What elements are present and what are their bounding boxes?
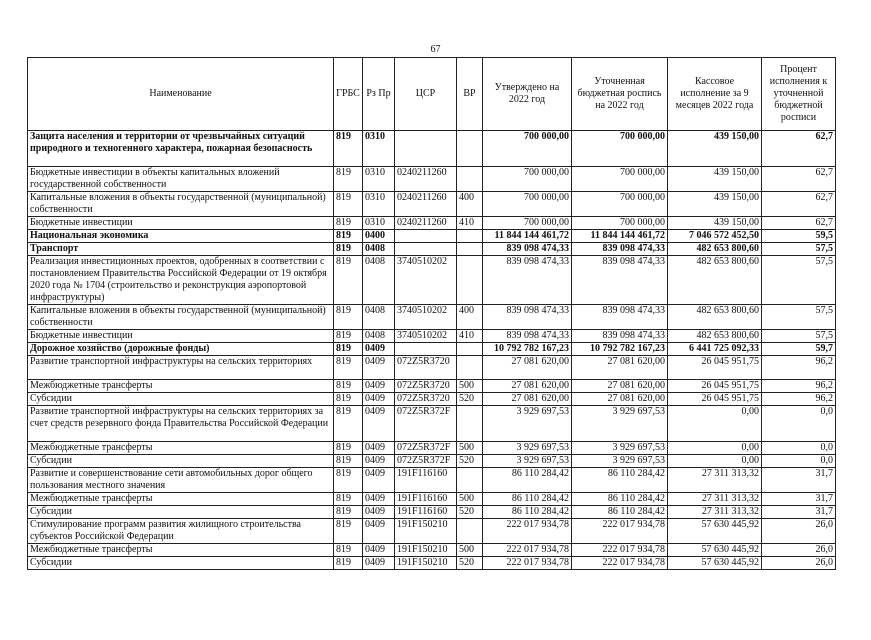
cell-cash: 26 045 951,75 <box>668 393 762 406</box>
table-row <box>28 192 836 217</box>
cell-percent: 57,5 <box>762 243 836 256</box>
cell-approved: 700 000,00 <box>483 167 572 192</box>
cell-approved: 222 017 934,78 <box>483 544 572 557</box>
cell-name: Развитие и совершенствование сети автомобильных дорог общего пользования местного значения <box>28 468 334 493</box>
cell-cash: 439 150,00 <box>668 167 762 192</box>
cell-refined: 700 000,00 <box>572 167 668 192</box>
table-row <box>28 256 836 305</box>
cell-name: Развитие транспортной инфраструктуры на сельских территориях <box>28 356 334 380</box>
cell-approved: 700 000,00 <box>483 131 572 167</box>
cell-grbs: 819 <box>334 330 363 343</box>
cell-csr: 191F116160 <box>395 468 457 493</box>
table-header-row <box>28 58 836 131</box>
cell-percent: 31,7 <box>762 468 836 493</box>
page-number: 67 <box>430 44 441 55</box>
cell-cash: 57 630 445,92 <box>668 544 762 557</box>
cell-grbs: 819 <box>334 406 363 442</box>
cell-rzpr: 0409 <box>363 519 395 544</box>
cell-refined: 839 098 474,33 <box>572 330 668 343</box>
cell-name: Бюджетные инвестиции <box>28 330 334 343</box>
cell-csr <box>395 343 457 356</box>
cell-rzpr: 0409 <box>363 506 395 519</box>
cell-name: Субсидии <box>28 393 334 406</box>
cell-approved: 700 000,00 <box>483 217 572 230</box>
cell-rzpr: 0409 <box>363 557 395 570</box>
cell-vr: 520 <box>457 393 483 406</box>
cell-csr: 191F150210 <box>395 544 457 557</box>
table-row <box>28 493 836 506</box>
cell-vr: 500 <box>457 442 483 455</box>
col-header-grbs: ГРБС <box>334 58 363 131</box>
cell-approved: 3 929 697,53 <box>483 455 572 468</box>
cell-refined: 27 081 620,00 <box>572 393 668 406</box>
cell-percent: 62,7 <box>762 192 836 217</box>
cell-csr <box>395 230 457 243</box>
cell-rzpr: 0408 <box>363 330 395 343</box>
cell-cash: 482 653 800,60 <box>668 256 762 305</box>
cell-grbs: 819 <box>334 455 363 468</box>
cell-grbs: 819 <box>334 167 363 192</box>
cell-csr <box>395 243 457 256</box>
cell-approved: 222 017 934,78 <box>483 557 572 570</box>
cell-grbs: 819 <box>334 506 363 519</box>
cell-approved: 3 929 697,53 <box>483 406 572 442</box>
cell-name: Межбюджетные трансферты <box>28 493 334 506</box>
cell-name: Транспорт <box>28 243 334 256</box>
cell-approved: 839 098 474,33 <box>483 243 572 256</box>
cell-vr: 500 <box>457 380 483 393</box>
cell-vr: 400 <box>457 305 483 330</box>
cell-approved: 10 792 782 167,23 <box>483 343 572 356</box>
cell-percent: 26,0 <box>762 519 836 544</box>
cell-name: Межбюджетные трансферты <box>28 442 334 455</box>
cell-percent: 26,0 <box>762 557 836 570</box>
col-header-approved: Утверждено на 2022 год <box>483 58 572 131</box>
cell-name: Защита населения и территории от чрезвычайных ситуаций природного и техногенного характера, пожарная безопасность <box>28 131 334 167</box>
cell-approved: 27 081 620,00 <box>483 356 572 380</box>
table-row <box>28 131 836 167</box>
cell-refined: 3 929 697,53 <box>572 406 668 442</box>
cell-grbs: 819 <box>334 468 363 493</box>
cell-csr: 191F116160 <box>395 506 457 519</box>
table-row <box>28 356 836 380</box>
cell-cash: 27 311 313,32 <box>668 468 762 493</box>
cell-vr <box>457 343 483 356</box>
table-row <box>28 167 836 192</box>
cell-rzpr: 0409 <box>363 393 395 406</box>
cell-percent: 57,5 <box>762 305 836 330</box>
cell-percent: 57,5 <box>762 256 836 305</box>
cell-grbs: 819 <box>334 519 363 544</box>
cell-name: Реализация инвестиционных проектов, одобренных в соответствии с постановлением Правительства Российской Федерации от 19 октября 2020 года № 1704 (строительство и реконструкция аэропортовой инфраструктуры) <box>28 256 334 305</box>
cell-vr <box>457 468 483 493</box>
table-row <box>28 380 836 393</box>
cell-approved: 3 929 697,53 <box>483 442 572 455</box>
cell-name: Бюджетные инвестиции в объекты капитальных вложений государственной собственности <box>28 167 334 192</box>
cell-refined: 3 929 697,53 <box>572 455 668 468</box>
cell-name: Развитие транспортной инфраструктуры на сельских территориях за счет средств резервного фонда Правительства Российской Федерации <box>28 406 334 442</box>
table-row <box>28 305 836 330</box>
cell-rzpr: 0409 <box>363 468 395 493</box>
cell-csr <box>395 131 457 167</box>
cell-percent: 57,5 <box>762 330 836 343</box>
cell-csr: 072Z5R3720 <box>395 393 457 406</box>
cell-name: Национальная экономика <box>28 230 334 243</box>
cell-percent: 0,0 <box>762 455 836 468</box>
cell-approved: 839 098 474,33 <box>483 256 572 305</box>
cell-rzpr: 0310 <box>363 131 395 167</box>
cell-refined: 222 017 934,78 <box>572 519 668 544</box>
cell-refined: 86 110 284,42 <box>572 506 668 519</box>
cell-vr <box>457 167 483 192</box>
cell-cash: 57 630 445,92 <box>668 557 762 570</box>
cell-vr: 410 <box>457 217 483 230</box>
cell-name: Субсидии <box>28 557 334 570</box>
cell-cash: 0,00 <box>668 455 762 468</box>
table-row <box>28 455 836 468</box>
table-row <box>28 506 836 519</box>
table-row <box>28 217 836 230</box>
cell-percent: 0,0 <box>762 406 836 442</box>
col-header-vr: ВР <box>457 58 483 131</box>
cell-rzpr: 0409 <box>363 455 395 468</box>
cell-vr: 500 <box>457 544 483 557</box>
cell-cash: 439 150,00 <box>668 192 762 217</box>
cell-refined: 839 098 474,33 <box>572 243 668 256</box>
cell-cash: 482 653 800,60 <box>668 305 762 330</box>
cell-csr: 3740510202 <box>395 256 457 305</box>
cell-grbs: 819 <box>334 442 363 455</box>
table-row <box>28 519 836 544</box>
cell-vr: 410 <box>457 330 483 343</box>
cell-approved: 700 000,00 <box>483 192 572 217</box>
cell-grbs: 819 <box>334 393 363 406</box>
cell-rzpr: 0310 <box>363 192 395 217</box>
cell-vr <box>457 243 483 256</box>
cell-cash: 27 311 313,32 <box>668 506 762 519</box>
cell-rzpr: 0408 <box>363 256 395 305</box>
cell-rzpr: 0409 <box>363 343 395 356</box>
cell-grbs: 819 <box>334 230 363 243</box>
cell-grbs: 819 <box>334 544 363 557</box>
cell-csr: 191F116160 <box>395 493 457 506</box>
cell-grbs: 819 <box>334 131 363 167</box>
col-header-csr: ЦСР <box>395 58 457 131</box>
cell-grbs: 819 <box>334 217 363 230</box>
cell-csr: 072Z5R372F <box>395 455 457 468</box>
cell-vr <box>457 519 483 544</box>
cell-csr: 3740510202 <box>395 330 457 343</box>
cell-percent: 59,7 <box>762 343 836 356</box>
cell-approved: 86 110 284,42 <box>483 468 572 493</box>
cell-csr: 191F150210 <box>395 557 457 570</box>
cell-refined: 700 000,00 <box>572 131 668 167</box>
cell-grbs: 819 <box>334 557 363 570</box>
cell-vr <box>457 356 483 380</box>
cell-cash: 0,00 <box>668 442 762 455</box>
cell-grbs: 819 <box>334 305 363 330</box>
cell-approved: 27 081 620,00 <box>483 393 572 406</box>
cell-percent: 96,2 <box>762 356 836 380</box>
table-row <box>28 343 836 356</box>
cell-rzpr: 0409 <box>363 380 395 393</box>
cell-percent: 96,2 <box>762 393 836 406</box>
cell-cash: 7 046 572 452,50 <box>668 230 762 243</box>
table-row <box>28 468 836 493</box>
cell-csr: 191F150210 <box>395 519 457 544</box>
cell-cash: 57 630 445,92 <box>668 519 762 544</box>
cell-percent: 59,5 <box>762 230 836 243</box>
cell-cash: 26 045 951,75 <box>668 356 762 380</box>
cell-cash: 482 653 800,60 <box>668 330 762 343</box>
cell-csr: 072Z5R372F <box>395 442 457 455</box>
cell-cash: 6 441 725 092,33 <box>668 343 762 356</box>
cell-name: Субсидии <box>28 506 334 519</box>
col-header-refined: Уточненная бюджетная роспись на 2022 год <box>572 58 668 131</box>
cell-name: Капитальные вложения в объекты государственной (муниципальной) собственности <box>28 192 334 217</box>
cell-refined: 10 792 782 167,23 <box>572 343 668 356</box>
cell-approved: 27 081 620,00 <box>483 380 572 393</box>
cell-name: Субсидии <box>28 455 334 468</box>
cell-refined: 27 081 620,00 <box>572 356 668 380</box>
cell-grbs: 819 <box>334 380 363 393</box>
cell-rzpr: 0408 <box>363 305 395 330</box>
cell-rzpr: 0409 <box>363 356 395 380</box>
cell-percent: 26,0 <box>762 544 836 557</box>
cell-grbs: 819 <box>334 343 363 356</box>
cell-name: Стимулирование программ развития жилищного строительства субъектов Российской Федерации <box>28 519 334 544</box>
cell-cash: 0,00 <box>668 406 762 442</box>
cell-csr: 0240211260 <box>395 192 457 217</box>
cell-csr: 072Z5R3720 <box>395 356 457 380</box>
cell-rzpr: 0310 <box>363 167 395 192</box>
cell-cash: 27 311 313,32 <box>668 493 762 506</box>
cell-refined: 11 844 144 461,72 <box>572 230 668 243</box>
cell-name: Межбюджетные трансферты <box>28 544 334 557</box>
cell-grbs: 819 <box>334 192 363 217</box>
cell-approved: 11 844 144 461,72 <box>483 230 572 243</box>
col-header-rzpr: Рз Пр <box>363 58 395 131</box>
cell-rzpr: 0310 <box>363 217 395 230</box>
cell-csr: 0240211260 <box>395 167 457 192</box>
cell-vr <box>457 406 483 442</box>
cell-percent: 62,7 <box>762 131 836 167</box>
cell-approved: 222 017 934,78 <box>483 519 572 544</box>
table-row <box>28 330 836 343</box>
cell-rzpr: 0409 <box>363 442 395 455</box>
cell-cash: 482 653 800,60 <box>668 243 762 256</box>
cell-approved: 839 098 474,33 <box>483 330 572 343</box>
cell-refined: 222 017 934,78 <box>572 557 668 570</box>
cell-name: Капитальные вложения в объекты государственной (муниципальной) собственности <box>28 305 334 330</box>
cell-vr: 500 <box>457 493 483 506</box>
cell-vr: 400 <box>457 192 483 217</box>
cell-approved: 839 098 474,33 <box>483 305 572 330</box>
cell-name: Межбюджетные трансферты <box>28 380 334 393</box>
cell-refined: 839 098 474,33 <box>572 256 668 305</box>
cell-rzpr: 0409 <box>363 493 395 506</box>
table-row <box>28 230 836 243</box>
table-row <box>28 406 836 442</box>
cell-grbs: 819 <box>334 493 363 506</box>
cell-refined: 700 000,00 <box>572 217 668 230</box>
cell-percent: 31,7 <box>762 493 836 506</box>
cell-refined: 839 098 474,33 <box>572 305 668 330</box>
cell-percent: 62,7 <box>762 217 836 230</box>
cell-vr <box>457 131 483 167</box>
cell-csr: 072Z5R3720 <box>395 380 457 393</box>
table-row <box>28 243 836 256</box>
cell-refined: 86 110 284,42 <box>572 468 668 493</box>
cell-percent: 96,2 <box>762 380 836 393</box>
cell-rzpr: 0400 <box>363 230 395 243</box>
cell-refined: 3 929 697,53 <box>572 442 668 455</box>
cell-grbs: 819 <box>334 356 363 380</box>
cell-csr: 3740510202 <box>395 305 457 330</box>
cell-csr: 072Z5R372F <box>395 406 457 442</box>
cell-grbs: 819 <box>334 256 363 305</box>
cell-percent: 62,7 <box>762 167 836 192</box>
cell-name: Дорожное хозяйство (дорожные фонды) <box>28 343 334 356</box>
cell-cash: 439 150,00 <box>668 131 762 167</box>
cell-rzpr: 0408 <box>363 243 395 256</box>
cell-percent: 0,0 <box>762 442 836 455</box>
cell-vr <box>457 256 483 305</box>
cell-refined: 222 017 934,78 <box>572 544 668 557</box>
cell-grbs: 819 <box>334 243 363 256</box>
cell-vr: 520 <box>457 557 483 570</box>
table-row <box>28 442 836 455</box>
cell-approved: 86 110 284,42 <box>483 493 572 506</box>
cell-refined: 700 000,00 <box>572 192 668 217</box>
budget-table <box>27 57 836 570</box>
cell-refined: 27 081 620,00 <box>572 380 668 393</box>
cell-rzpr: 0409 <box>363 406 395 442</box>
col-header-percent: Процент исполнения к уточненной бюджетной росписи <box>762 58 836 131</box>
cell-rzpr: 0409 <box>363 544 395 557</box>
cell-cash: 26 045 951,75 <box>668 380 762 393</box>
cell-approved: 86 110 284,42 <box>483 506 572 519</box>
cell-percent: 31,7 <box>762 506 836 519</box>
cell-vr <box>457 230 483 243</box>
cell-cash: 439 150,00 <box>668 217 762 230</box>
table-row <box>28 544 836 557</box>
cell-csr: 0240211260 <box>395 217 457 230</box>
cell-refined: 86 110 284,42 <box>572 493 668 506</box>
col-header-cash: Кассовое исполнение за 9 месяцев 2022 года <box>668 58 762 131</box>
cell-name: Бюджетные инвестиции <box>28 217 334 230</box>
cell-vr: 520 <box>457 455 483 468</box>
col-header-name: Наименование <box>28 58 334 131</box>
table-body <box>28 131 836 570</box>
table-row <box>28 393 836 406</box>
table-row <box>28 557 836 570</box>
cell-vr: 520 <box>457 506 483 519</box>
